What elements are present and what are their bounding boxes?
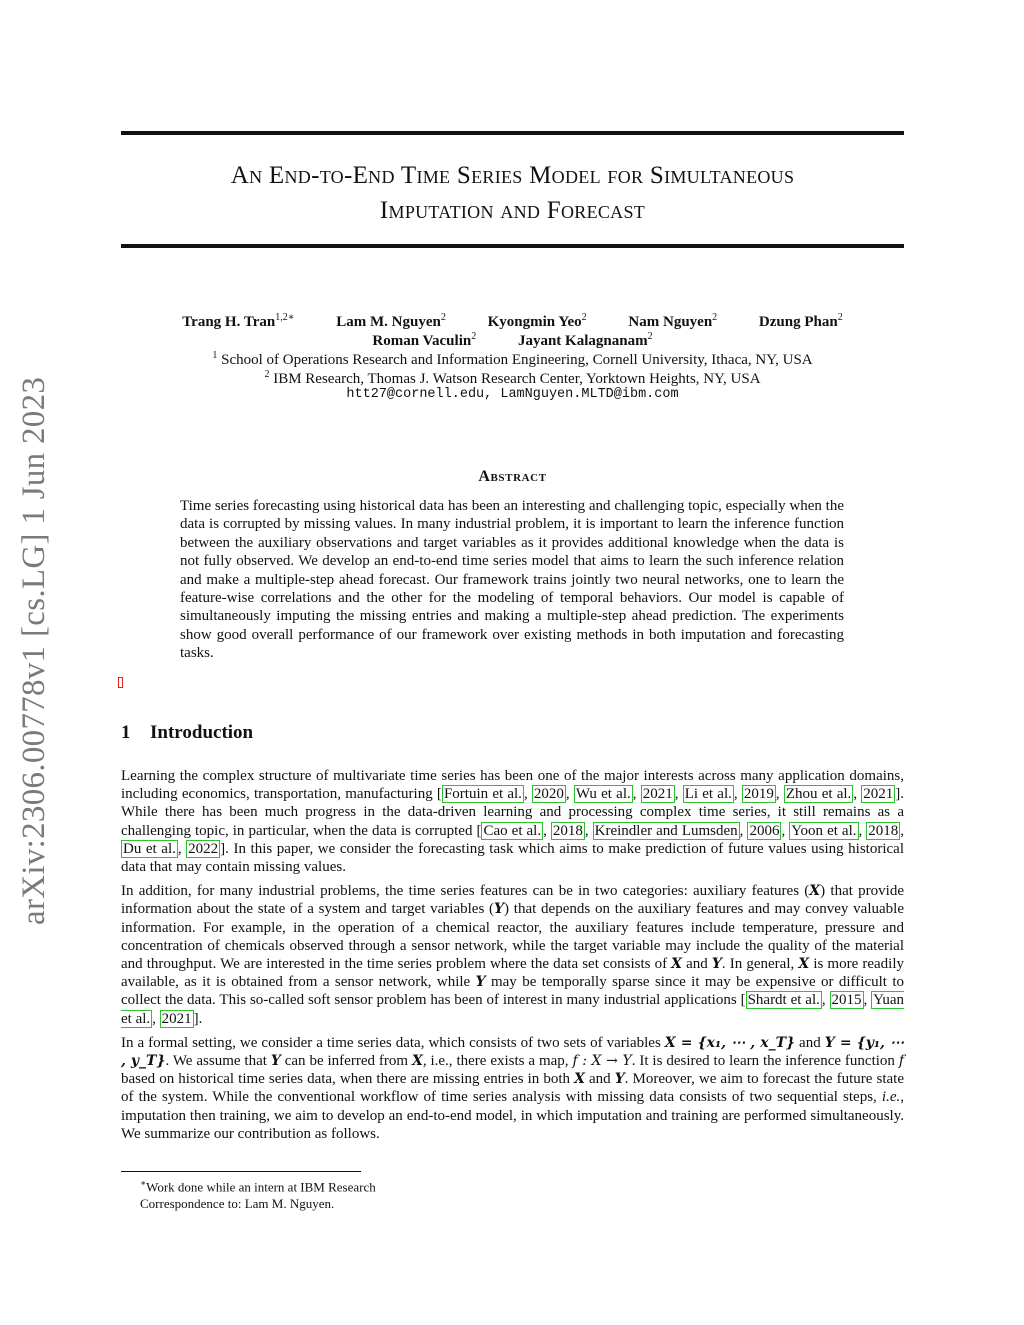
title-line-1: An End-to-End Time Series Model for Simultaneous (230, 162, 795, 189)
citation-link[interactable]: 2019 (743, 786, 774, 803)
citation-link[interactable]: 2021 (161, 1010, 192, 1027)
paragraph-1: Learning the complex structure of multivariate time series has been one of the major interests across many application domains, including economics, transportation, manufacturing [ Fortuin et al. , 2020 , Wu et al. , 2021 , Li et al. , 2019 , Zhou et al. , 2021 ]. While there has been much progress in the data-driven learning and processing complex time series, it still remains as a challenging topic, in particular, when the data is corrupted [ Cao et al. , 2018 , Kreindler and Lumsden , 2006 , Yoon et al. , 2018 , Du et al. , 2022 ]. In this paper, we consider the forecasting task which aims to make prediction of future values using historical data that may contain missing values. (121, 768, 905, 876)
citation-link[interactable]: Cao et al. (483, 822, 542, 839)
citation-link[interactable]: Yoon et al. (791, 822, 857, 839)
footnote-rule (121, 1171, 361, 1172)
citation-link[interactable]: 2018 (868, 822, 899, 839)
author: Kyongmin Yeo$^2$ (487, 312, 587, 330)
citation-link[interactable]: 2006 (749, 822, 780, 839)
citation-link[interactable]: Shardt et al. (747, 992, 820, 1009)
citation-link[interactable]: Zhou et al. (785, 786, 852, 803)
affiliation-2: $^2$ IBM Research, Thomas J. Watson Research Center, Yorktown Heights, NY, USA (264, 369, 761, 387)
author: Dzung Phan$^2$ (758, 312, 843, 330)
marker-box (118, 677, 123, 688)
abstract-body: Time series forecasting using historical data has been an interesting and challenging topic, especially when the data is corrupted by missing values. In many industrial problem, it is important to learn the inference function between the auxiliary observations and target variables as it provides additional knowledge when the data is not fully observed. We develop an end-to-end time series model that aims to learn the such inference relation and make a multiple-step ahead forecast. Our framework trains jointly two neural networks, one to learn the feature-wise correlations and the other for the modeling of temporal behaviors. Our model is capable of simultaneously imputing the missing entries and making a multiple-step ahead prediction. The experiments show good overall performance of our framework over existing methods in both imputation and forecasting tasks. (180, 498, 844, 662)
bottom-rule (121, 244, 904, 248)
citation-link[interactable]: Kreindler and Lumsden (594, 822, 738, 839)
affiliation-1: $^1$ School of Operations Research and Information Engineering, Cornell University, Ithaca, NY, USA (212, 350, 813, 368)
author: Lam M. Nguyen$^2$ (336, 312, 446, 330)
author-emails[interactable]: htt27@cornell.edu, LamNguyen.MLTD@ibm.com (346, 387, 679, 402)
paragraph-3: In a formal setting, we consider a time series data, which consists of two sets of variables X = {x₁, ⋯ , x_T} and Y = {y₁, ⋯ , y_T}. We assume that Y can be inferred from X, i.e., there exists a map, f : X → Y. It is desired to learn the inference function f based on historical time series data, when there are missing entries in both X and Y. Moreover, we aim to forecast the future state of the system. While the conventional workflow of time series analysis with missing data consists of two sequential steps, i.e., imputation then training, we aim to develop an end-to-end model, in which imputation and training are performed simultaneously. We summarize our contribution as follows. (121, 1034, 904, 1142)
footnote: ∗Work done while an intern at IBM Research Correspondence to: Lam M. Nguyen. (140, 1178, 376, 1212)
citation-link[interactable]: Fortuin et al. (443, 786, 522, 803)
author: Roman Vaculin$^2$ (372, 331, 477, 349)
citation-link[interactable]: Li et al. (684, 786, 732, 803)
paragraph-2: In addition, for many industrial problems, the time series features can be in two categories: auxiliary features (X) that provide information about the state of a system and target variables (Y) that depends on the auxiliary features and may convey valuable information. For example, in the operation of a chemical reactor, the auxiliary features include temperature, pressure and concentration of chemicals observed through a sensor network, while the target variable may include the quality of the material and throughput. We are interested in the time series problem where the data set consists of X and Y. In general, X is more readily available, as it is obtained from a sensor network, while Y may be temporally sparse since it may be expensive or difficult to collect the data. This so-called soft sensor problem has been of interest in many industrial applications [ Shardt et al. , 2015 , Yuan et al. , 2021 ]. (121, 883, 904, 1027)
citation-link[interactable]: Yuan et al. (121, 992, 904, 1027)
author: Trang H. Tran$^{1,2∗}$ (182, 312, 295, 330)
title-line-2: Imputation and Forecast (379, 197, 646, 224)
author: Nam Nguyen$^2$ (628, 312, 718, 330)
citation-link[interactable]: 2022 (188, 840, 219, 857)
citation-link[interactable]: 2018 (552, 822, 583, 839)
citation-link[interactable]: 2015 (831, 992, 862, 1009)
top-rule (121, 131, 904, 135)
citation-link[interactable]: Wu et al. (575, 786, 631, 803)
citation-link[interactable]: 2021 (642, 786, 673, 803)
abstract-heading: Abstract (478, 468, 547, 485)
arxiv-identifier: arXiv:2306.00778v1 [cs.LG] 1 Jun 2023 (16, 376, 52, 925)
paper-title (121, 158, 904, 228)
citation-link[interactable]: Du et al. (123, 840, 176, 857)
citation-link[interactable]: 2021 (863, 786, 894, 803)
citation-link[interactable]: 2020 (533, 786, 564, 803)
section-heading: 1 Introduction (121, 722, 254, 743)
author: Jayant Kalagnanam$^2$ (517, 331, 653, 349)
introduction-body (121, 767, 904, 1149)
